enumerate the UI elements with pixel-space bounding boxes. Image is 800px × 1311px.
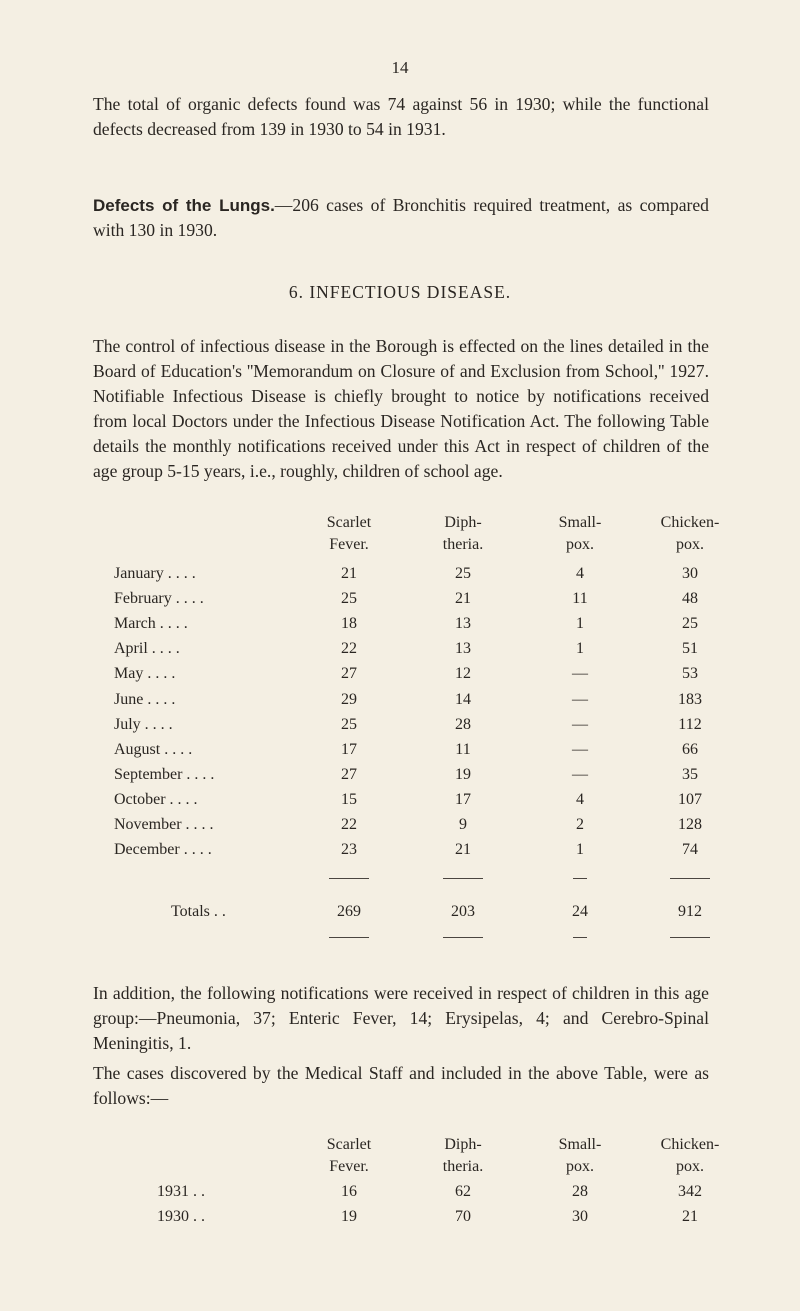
table-row-value: — <box>572 665 588 683</box>
column-header-line2: Fever. <box>329 1158 369 1175</box>
table-row-value: 13 <box>455 640 471 658</box>
table-row-value: 25 <box>341 590 357 608</box>
total-rule <box>573 878 587 879</box>
lungs-paragraph <box>93 193 709 243</box>
table-row-value: 21 <box>455 841 471 859</box>
column-header-line1: Diph- <box>444 1136 482 1153</box>
column-header-line2: theria. <box>442 1158 484 1175</box>
table-row-value: 4 <box>576 790 584 808</box>
column-header-line2: pox. <box>566 536 594 553</box>
table-row-label: April . . . . <box>114 640 180 658</box>
table-row-label: September . . . . <box>114 765 215 783</box>
table-row-value: 107 <box>678 790 702 808</box>
column-header-line1: Small- <box>558 514 602 531</box>
table-row-value: 128 <box>678 816 702 833</box>
table-row-value: 35 <box>682 765 698 783</box>
table-row-value: 53 <box>682 665 698 683</box>
table-row-label: March . . . . <box>114 615 188 633</box>
totals-value: 24 <box>572 903 588 920</box>
totals-value: 912 <box>678 903 702 920</box>
table-row-value: 21 <box>341 565 357 582</box>
table-row-value: 16 <box>341 1183 357 1200</box>
table-row-value: — <box>572 715 588 733</box>
table-row-value: 2 <box>576 816 584 833</box>
table-row-value: 25 <box>455 565 471 582</box>
column-header-line2: pox. <box>566 1158 594 1175</box>
table-row-label: February . . . . <box>114 590 204 608</box>
table-row-value: 1 <box>576 615 584 633</box>
page-number: 14 <box>391 58 409 77</box>
table-row-value: 22 <box>341 816 357 833</box>
control-paragraph: The control of infectious disease in the Borough is effected on the lines detailed in the Board of Education's ''Memorandum on Closure of and Exclusion from School,'' 1927. Notifiable Infectious Disease is chiefly brought to notice by notifications received from local Doctors under the Infectious Disease Notification Act. The following Table details the monthly notifications received under this Act in respect of children of the age group 5-15 years, i.e., roughly, children of school age. <box>93 336 709 481</box>
table-row-value: — <box>572 765 588 783</box>
table-row-value: 74 <box>682 841 698 859</box>
totals-value: 203 <box>451 903 475 920</box>
table-row-label: October . . . . <box>114 790 198 808</box>
total-rule <box>573 937 587 938</box>
column-header-line1: Chicken- <box>660 1136 720 1153</box>
column-header-line1: Scarlet <box>326 1136 372 1153</box>
addition-paragraph: In addition, the following notifications were received in respect of children in this age group:—Pneumonia, 37; Enteric Fever, 14; Erysipelas, 4; and Cerebro-Spinal Meningitis, 1. <box>93 983 709 1053</box>
table-row-value: 15 <box>341 790 357 808</box>
table-row-label: May . . . . <box>114 665 176 683</box>
total-rule <box>443 878 483 879</box>
table-row-value: 51 <box>682 640 698 658</box>
column-header-line2: theria. <box>442 536 484 553</box>
column-header-line1: Small- <box>558 1136 602 1153</box>
total-rule <box>443 937 483 938</box>
table-row-value: 11 <box>572 590 588 608</box>
table-row-value: 62 <box>455 1183 471 1200</box>
table-row-label: June . . . . <box>114 690 176 708</box>
section-title: 6. INFECTIOUS DISEASE. <box>288 282 512 302</box>
table-row-value: 66 <box>682 740 698 758</box>
table-row-label: August . . . . <box>114 740 193 758</box>
table-row-value: 14 <box>455 690 471 708</box>
table-row-value: 29 <box>341 690 357 708</box>
totals-value: 269 <box>337 903 361 920</box>
column-header-line2: pox. <box>676 1158 704 1175</box>
table-row-value: 1 <box>576 640 584 658</box>
table-row-value: 12 <box>455 665 471 683</box>
table-row-value: 17 <box>455 790 471 808</box>
table-row-value: 22 <box>341 640 357 658</box>
total-rule <box>670 937 710 938</box>
table-row-value: 13 <box>455 615 471 633</box>
table-row-value: 30 <box>572 1208 588 1225</box>
total-rule <box>670 878 710 879</box>
table-row-value: 1 <box>576 841 584 859</box>
table-row-value: 25 <box>341 715 357 733</box>
totals-label: Totals . . <box>171 903 226 920</box>
table-row-value: 9 <box>459 816 467 833</box>
staff-paragraph: The cases discovered by the Medical Staff and included in the above Table, were as follows:— <box>93 1063 709 1108</box>
table-row-value: 23 <box>341 841 357 859</box>
column-header-line1: Chicken- <box>660 514 720 531</box>
lungs-heading: Defects of the Lungs. <box>93 196 275 215</box>
table-row-value: — <box>572 740 588 758</box>
table-row-value: — <box>572 690 588 708</box>
table-row-value: 70 <box>455 1208 471 1225</box>
table-row-label: July . . . . <box>114 715 173 733</box>
table-row-value: 30 <box>682 565 698 582</box>
table-row-value: 183 <box>678 690 702 708</box>
table-row-value: 28 <box>455 715 471 733</box>
table-row-value: 21 <box>455 590 471 608</box>
table-row-value: 48 <box>682 590 698 608</box>
lungs-text: —206 cases of Bronchitis required treatment, as compared with 130 in 1930. <box>93 195 709 240</box>
table-row-value: 25 <box>682 615 698 633</box>
table-row-value: 4 <box>576 565 584 582</box>
total-rule <box>329 878 369 879</box>
intro-paragraph: The total of organic defects found was 74 against 56 in 1930; while the functional defects decreased from 139 in 1930 to 54 in 1931. <box>93 94 709 139</box>
column-header-line1: Diph- <box>444 514 482 531</box>
table-row-value: 11 <box>455 740 471 758</box>
table-row-value: 27 <box>341 665 357 683</box>
table-row-label: November . . . . <box>114 816 214 833</box>
column-header-line2: pox. <box>676 536 704 553</box>
total-rule <box>329 937 369 938</box>
table-row-label: January . . . . <box>114 565 196 582</box>
table-row-value: 19 <box>455 765 471 783</box>
table-row-value: 342 <box>678 1183 702 1200</box>
table-row-value: 27 <box>341 765 357 783</box>
table-row-label: 1930 . . <box>157 1208 205 1225</box>
table-row-value: 21 <box>682 1208 698 1225</box>
column-header-line1: Scarlet <box>326 514 372 531</box>
table-row-value: 112 <box>678 715 702 733</box>
table-row-label: 1931 . . <box>157 1183 205 1200</box>
table-row-value: 18 <box>341 615 357 633</box>
column-header-line2: Fever. <box>329 536 369 553</box>
table-row-label: December . . . . <box>114 841 212 859</box>
table-row-value: 17 <box>341 740 357 758</box>
table-row-value: 19 <box>341 1208 357 1225</box>
table-row-value: 28 <box>572 1183 588 1200</box>
